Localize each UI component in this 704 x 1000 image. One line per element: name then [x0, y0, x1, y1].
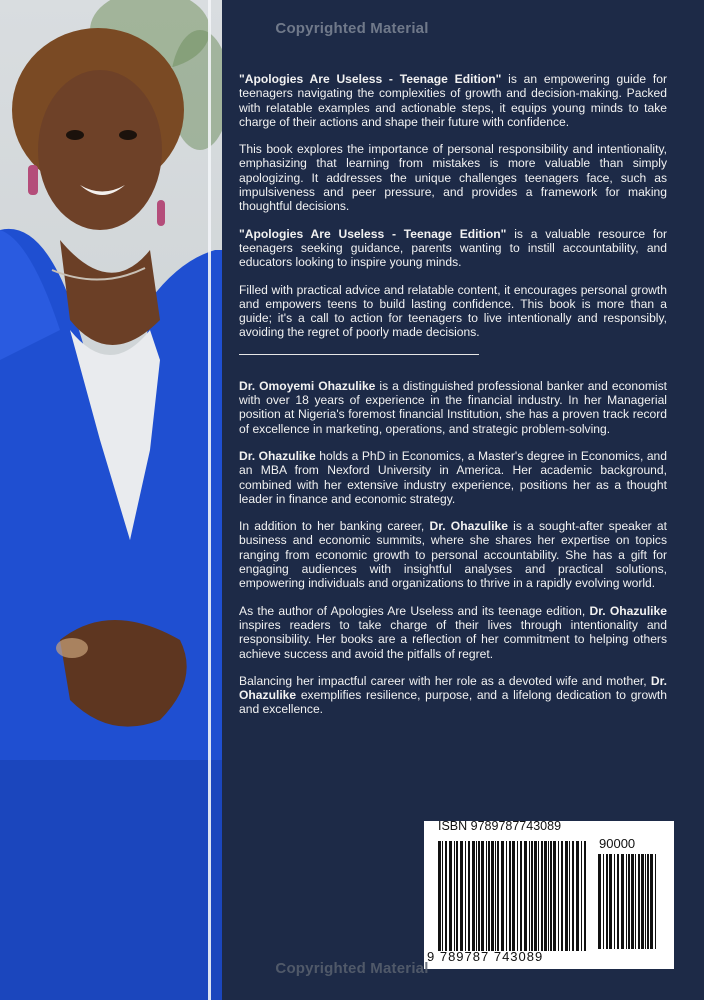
book-title-bold: "Apologies Are Useless - Teenage Edition": [239, 72, 502, 86]
barcode-stripe: [438, 841, 441, 951]
barcode-stripe: [603, 854, 604, 949]
bio-paragraph-5: [239, 674, 667, 717]
barcode-stripe: [561, 841, 563, 951]
barcode-stripe: [538, 841, 539, 951]
bio-text-4-pre: As the author of Apologies Are Useless and its teenage edition,: [239, 603, 590, 618]
barcode-stripe: [617, 854, 619, 949]
barcode-stripe: [645, 854, 646, 949]
barcode-stripe: [628, 854, 630, 949]
barcode-stripe: [531, 841, 533, 951]
barcode-stripe: [621, 854, 624, 949]
barcode-stripe: [468, 841, 470, 951]
barcode-stripe: [506, 841, 507, 951]
barcode-stripe: [548, 841, 549, 951]
barcode-stripe: [614, 854, 615, 949]
bio-text-2: holds a PhD in Economics, a Master's degree in Economics, and an MBA from Nexford University in America. Her academic background, combined with her extensive industry experience, positions her as a thought leader in finance and economic strategy.: [239, 448, 667, 506]
barcode-stripe: [609, 854, 612, 949]
bio-text-1: is a distinguished professional banker and economist with over 18 years of experience in the financial industry. In her Managerial position at Nigeria's foremost financial Institution, she has a proven track record of excellence in marketing, operations, and strategic problem-solving.: [239, 378, 667, 436]
description-paragraph-4: Filled with practical advice and relatable content, it encourages personal growth and empowers teens to build lasting confidence. This book is more than a guide; it's a call to action for teenagers to live intentionally and responsibly, avoiding the regret of poorly made decisions.: [239, 282, 667, 340]
barcode-stripe: [497, 841, 499, 951]
barcode-stripe: [449, 841, 452, 951]
ean-barcode-bars: [438, 841, 588, 951]
barcode-stripe: [550, 841, 552, 951]
author-name-bold: Dr. Ohazulike: [239, 673, 667, 703]
barcode-stripe: [491, 841, 494, 951]
barcode-stripe: [486, 841, 487, 951]
barcode-stripe: [481, 841, 484, 951]
barcode-stripe: [472, 841, 475, 951]
watermark-bottom: Copyrighted Material: [275, 960, 429, 977]
bio-text-4: inspires readers to take charge of their lives through intentionality and responsibility. Her books are a reflection of her commitment to helping others achieve success and avoid the pitfalls of regret.: [239, 617, 667, 661]
barcode-stripe: [442, 841, 443, 951]
bio-text-5-pre: Balancing her impactful career with her role as a devoted wife and mother,: [239, 673, 651, 688]
barcode-stripe: [495, 841, 496, 951]
barcode-stripe: [534, 841, 537, 951]
author-portrait-illustration: [0, 0, 222, 1000]
description-paragraph-1: [239, 72, 667, 129]
barcode-stripe: [641, 854, 644, 949]
barcode-stripe: [465, 841, 466, 951]
barcode-stripe: [476, 841, 477, 951]
bio-paragraph-3: [239, 519, 667, 590]
section-separator: [239, 354, 479, 355]
barcode-stripe: [478, 841, 480, 951]
barcode-stripe: [445, 841, 447, 951]
barcode-stripe: [501, 841, 504, 951]
barcode-stripe: [655, 854, 656, 949]
barcode-stripe: [517, 841, 518, 951]
barcode-stripe: [456, 841, 458, 951]
bio-paragraph-1: [239, 379, 667, 436]
barcode-stripe: [565, 841, 568, 951]
barcode-stripe: [524, 841, 527, 951]
description-text-1: is an empowering guide for teenagers navigating the complexities of growth and decision-making. Packed with relatable examples and actionable steps, it equips young minds to take charge of their actions and shape their future with confidence.: [239, 72, 667, 129]
watermark-top: Copyrighted Material: [275, 20, 429, 37]
description-paragraph-2: This book explores the importance of personal responsibility and intentionality, emphasizing that learning from mistakes is more valuable than simply apologizing. It addresses the unique challenges teenagers face, such as impulsiveness and peer pressure, and provides a framework for making thoughtful decisions.: [239, 142, 667, 214]
barcode-stripe: [512, 841, 515, 951]
bio-paragraph-2: [239, 449, 667, 506]
barcode-stripe: [558, 841, 559, 951]
barcode-stripe: [638, 854, 640, 949]
barcode-stripe: [650, 854, 653, 949]
photo-divider-line: [208, 0, 211, 1000]
barcode-stripe: [509, 841, 511, 951]
barcode-stripe: [454, 841, 455, 951]
barcode-stripe: [584, 841, 586, 951]
barcode-stripe: [553, 841, 556, 951]
barcode-stripe: [569, 841, 570, 951]
barcode-stripe: [635, 854, 636, 949]
barcode-stripe: [488, 841, 490, 951]
barcode-stripe: [544, 841, 547, 951]
barcode-stripe: [572, 841, 574, 951]
book-description: [239, 72, 667, 730]
barcode-stripe: [581, 841, 582, 951]
barcode-stripe: [598, 854, 601, 949]
barcode-stripe: [647, 854, 649, 949]
isbn-label: ISBN 9789787743089: [438, 819, 562, 833]
isbn-barcode: [424, 821, 674, 969]
price-code: 90000: [599, 836, 636, 851]
book-title-bold: "Apologies Are Useless - Teenage Edition": [239, 226, 507, 241]
bio-paragraph-4: [239, 604, 667, 661]
author-name-bold: Dr. Ohazulike: [589, 603, 667, 618]
barcode-stripe: [576, 841, 579, 951]
barcode-stripe: [631, 854, 634, 949]
barcode-stripe: [626, 854, 627, 949]
barcode-stripe: [606, 854, 608, 949]
description-paragraph-3: [239, 227, 667, 270]
barcode-digits: 9 789787 743089: [427, 949, 544, 964]
barcode-stripe: [520, 841, 522, 951]
bio-text-3: is a sought-after speaker at business and economic summits, where she shares her expertise on topics ranging from economic growth to personal accountability. She has a gift for engaging audiences with insightful analyses and practical solutions, empowering individuals and organizations to thrive in a rapidly evolving world.: [239, 519, 667, 591]
author-name-bold: Dr. Ohazulike: [429, 519, 508, 534]
author-name-bold: Dr. Ohazulike: [239, 448, 316, 463]
description-text-3: is a valuable resource for teenagers seeking guidance, parents wanting to instill accountability, and educators looking to inspire young minds.: [239, 226, 667, 270]
author-name-bold: Dr. Omoyemi Ohazulike: [239, 378, 376, 393]
bio-text-5: exemplifies resilience, purpose, and a lifelong dedication to growth and excellence.: [239, 688, 667, 717]
addon-barcode-bars: [598, 854, 658, 949]
barcode-stripe: [529, 841, 530, 951]
barcode-stripe: [541, 841, 543, 951]
author-photo: [0, 0, 222, 1000]
barcode-stripe: [460, 841, 463, 951]
bio-text-3-pre: In addition to her banking career,: [239, 519, 430, 534]
